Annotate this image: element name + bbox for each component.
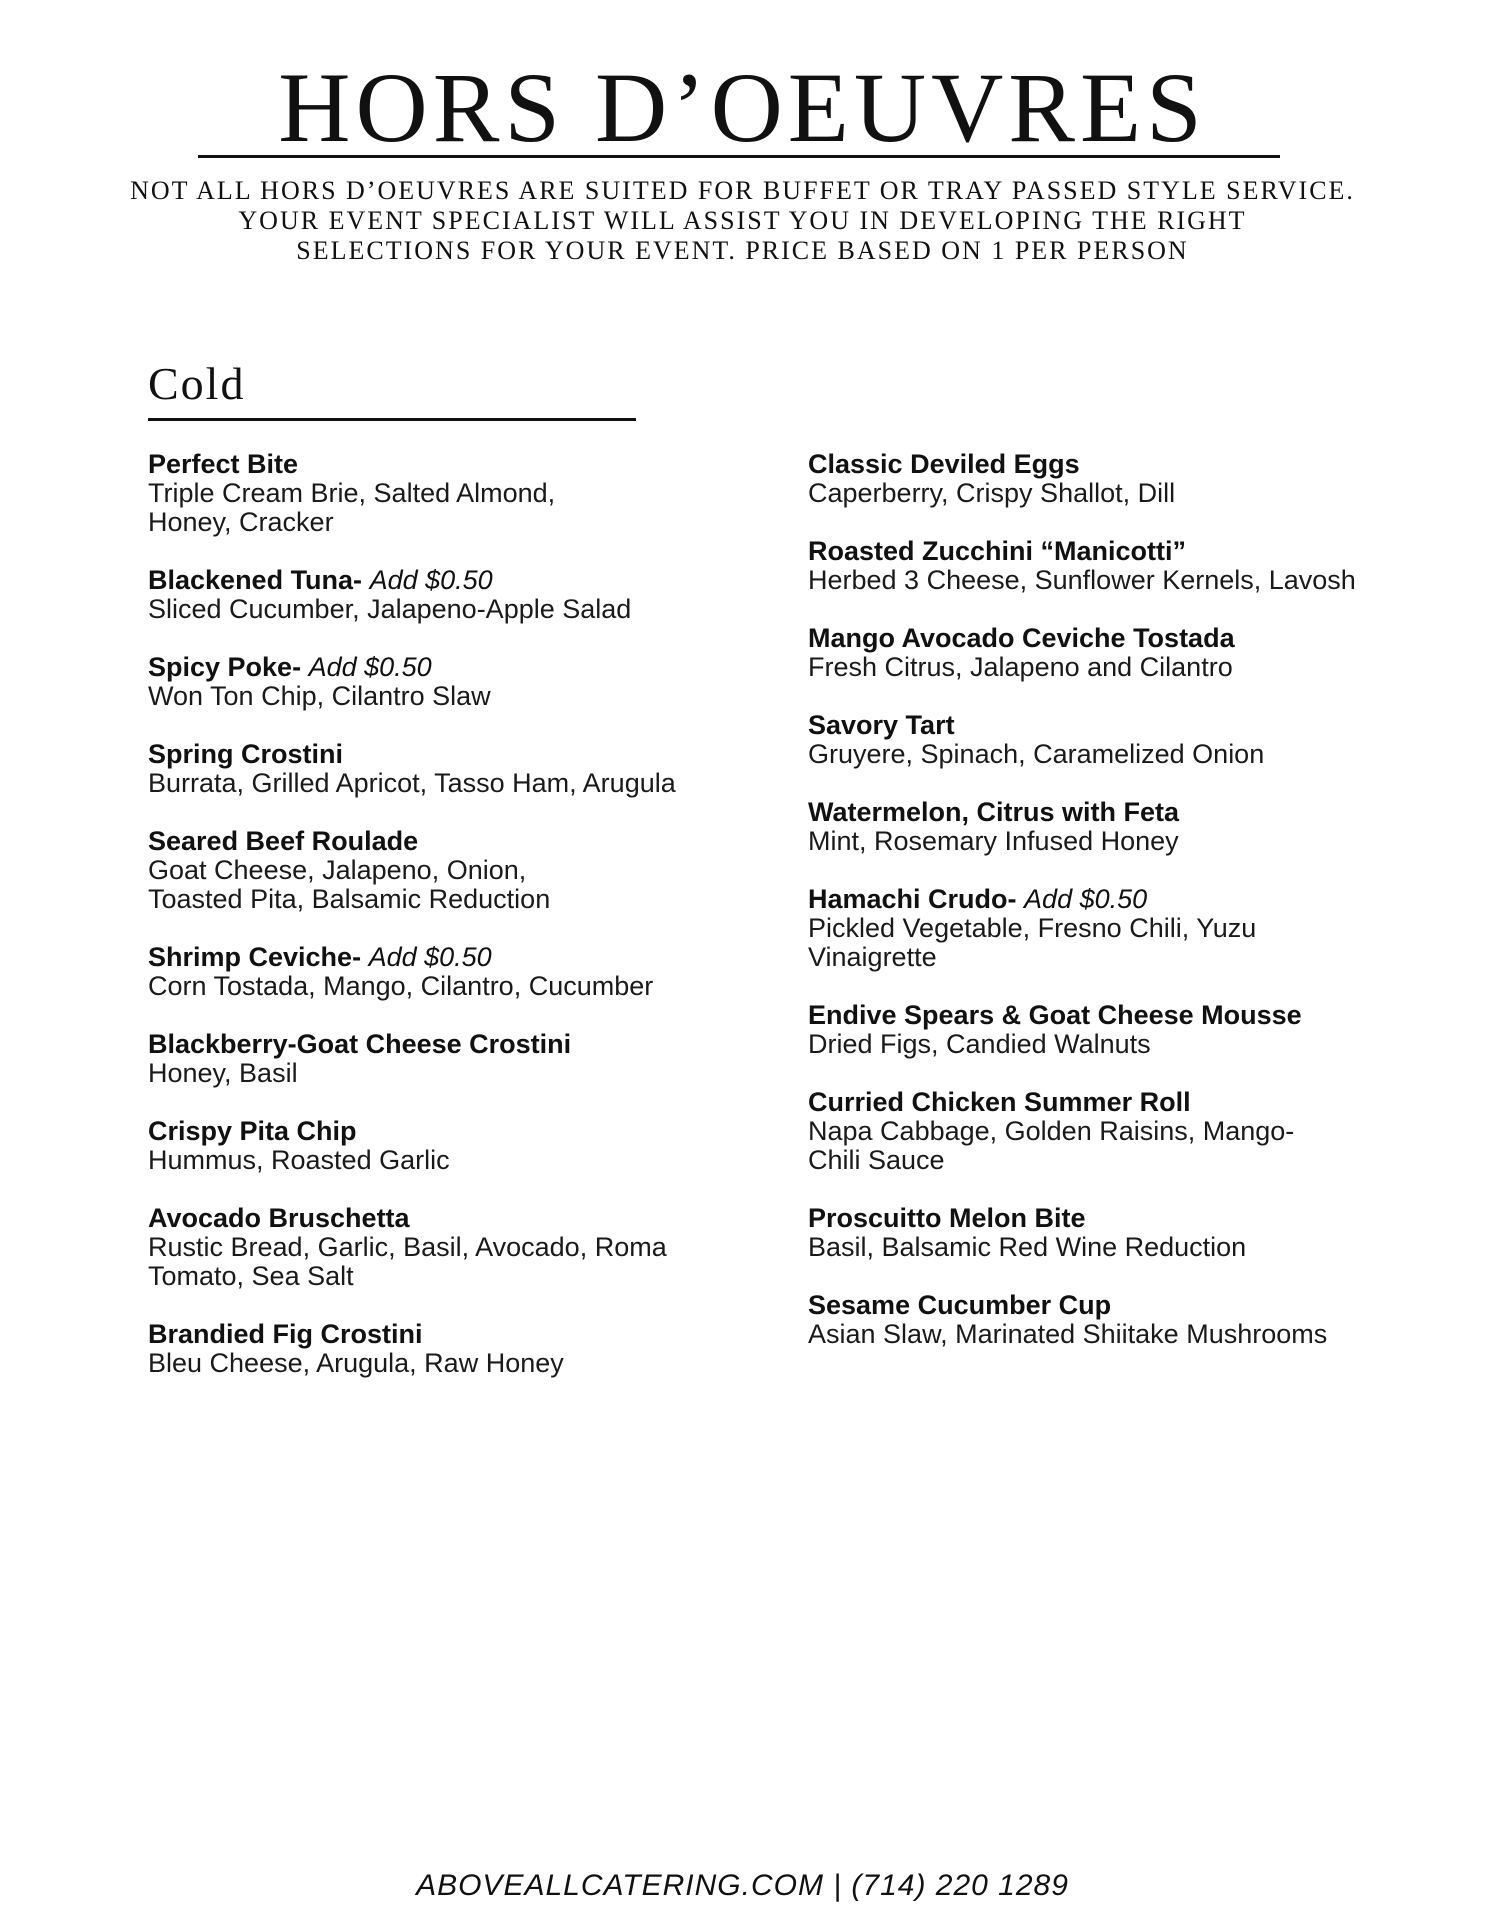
menu-item-name: Crispy Pita Chip [148,1116,357,1146]
menu-item-description: Fresh Citrus, Jalapeno and Cilantro [808,652,1233,682]
footer-contact: ABOVEALLCATERING.COM | (714) 220 1289 [416,1869,1069,1902]
menu-item-title [148,1117,748,1146]
menu-item [148,740,748,798]
menu-item-name: Watermelon, Citrus with Feta [808,797,1180,827]
menu-item-description: Triple Cream Brie, Salted Almond, [148,478,556,508]
menu-item-name: Spring Crostini [148,739,343,769]
menu-item-name: Avocado Bruschetta [148,1203,410,1233]
intro-line: YOUR EVENT SPECIALIST WILL ASSIST YOU IN DEVELOPING THE RIGHT [238,206,1247,235]
menu-item-title [808,1204,1448,1233]
menu-item [148,943,748,1001]
menu-item-name: Sesame Cucumber Cup [808,1290,1112,1320]
menu-item-name: Hamachi Crudo- [808,884,1017,914]
menu-item-description: Caperberry, Crispy Shallot, Dill [808,478,1176,508]
menu-item-description: Burrata, Grilled Apricot, Tasso Ham, Arugula [148,768,676,798]
menu-item-title [148,1204,748,1233]
menu-item-title [148,943,748,972]
menu-item-name: Blackberry-Goat Cheese Crostini [148,1029,572,1059]
title-divider [198,155,1280,158]
menu-item-title [808,450,1448,479]
menu-item [808,885,1448,972]
menu-item-price: Add $0.50 [1024,884,1148,914]
menu-item [808,1204,1448,1262]
menu-item-title [808,624,1448,653]
menu-item-name: Shrimp Ceviche- [148,942,362,972]
menu-item-description: Honey, Basil [148,1058,298,1088]
menu-item [148,827,748,914]
menu-item-title [148,653,748,682]
menu-item-title [808,1291,1448,1320]
menu-item [808,450,1448,508]
menu-item-name: Mango Avocado Ceviche Tostada [808,623,1235,653]
menu-item-title [808,1088,1448,1117]
intro-line: SELECTIONS FOR YOUR EVENT. PRICE BASED ON 1 PER PERSON [296,236,1189,265]
section-divider [148,418,636,421]
menu-item-name: Savory Tart [808,710,955,740]
menu-item-description: Rustic Bread, Garlic, Basil, Avocado, Roma [148,1232,667,1262]
menu-item [808,537,1448,595]
menu-item-title [808,798,1448,827]
menu-column-left [148,450,748,1407]
menu-item-title [808,1001,1448,1030]
menu-item [148,450,748,537]
menu-item [148,1030,748,1088]
menu-item-description: Basil, Balsamic Red Wine Reduction [808,1232,1247,1262]
menu-item [148,653,748,711]
menu-item-description: Vinaigrette [808,942,937,972]
menu-item [808,624,1448,682]
menu-item-description: Herbed 3 Cheese, Sunflower Kernels, Lavosh [808,565,1356,595]
menu-item-name: Proscuitto Melon Bite [808,1203,1086,1233]
menu-item-name: Classic Deviled Eggs [808,449,1080,479]
menu-item-title [148,1320,748,1349]
menu-item-title [808,537,1448,566]
menu-item-description: Dried Figs, Candied Walnuts [808,1029,1151,1059]
menu-item-description: Tomato, Sea Salt [148,1261,354,1291]
menu-item [148,1117,748,1175]
menu-item-description: Sliced Cucumber, Jalapeno-Apple Salad [148,594,632,624]
menu-item-title [148,566,748,595]
menu-item [808,1001,1448,1059]
menu-item [808,798,1448,856]
menu-item-price: Add $0.50 [308,652,432,682]
intro-line: NOT ALL HORS D’OEUVRES ARE SUITED FOR BUFFET OR TRAY PASSED STYLE SERVICE. [130,176,1355,205]
menu-item-name: Roasted Zucchini “Manicotti” [808,536,1187,566]
menu-item [808,1291,1448,1349]
menu-item-title [808,711,1448,740]
menu-item [148,566,748,624]
menu-column-right [808,450,1448,1378]
menu-item-name: Spicy Poke- [148,652,302,682]
menu-item-name: Brandied Fig Crostini [148,1319,423,1349]
menu-item-name: Curried Chicken Summer Roll [808,1087,1191,1117]
menu-item-title [148,1030,748,1059]
menu-item [148,1320,748,1378]
menu-item-description: Won Ton Chip, Cilantro Slaw [148,681,491,711]
menu-item-price: Add $0.50 [369,565,493,595]
menu-item-description: Bleu Cheese, Arugula, Raw Honey [148,1348,564,1378]
menu-item [808,711,1448,769]
menu-item [148,1204,748,1291]
menu-item-name: Blackened Tuna- [148,565,363,595]
menu-item-name: Endive Spears & Goat Cheese Mousse [808,1000,1302,1030]
section-heading-cold: Cold [148,358,246,409]
menu-item-description: Napa Cabbage, Golden Raisins, Mango- [808,1116,1295,1146]
menu-item-title [148,450,748,479]
menu-item-description: Corn Tostada, Mango, Cilantro, Cucumber [148,971,654,1001]
menu-item-title [808,885,1448,914]
menu-item-description: Gruyere, Spinach, Caramelized Onion [808,739,1265,769]
menu-item-title [148,740,748,769]
intro-note [0,176,1485,266]
page-title: HORS D’OEUVRES [278,52,1207,163]
menu-item-name: Perfect Bite [148,449,299,479]
menu-item-description: Honey, Cracker [148,507,334,537]
menu-item-name: Seared Beef Roulade [148,826,419,856]
menu-item-description: Toasted Pita, Balsamic Reduction [148,884,551,914]
menu-item-title [148,827,748,856]
menu-item-description: Mint, Rosemary Infused Honey [808,826,1179,856]
menu-item-description: Pickled Vegetable, Fresno Chili, Yuzu [808,913,1257,943]
menu-item-description: Chili Sauce [808,1145,945,1175]
menu-item-price: Add $0.50 [368,942,492,972]
menu-item [808,1088,1448,1175]
menu-item-description: Hummus, Roasted Garlic [148,1145,450,1175]
menu-item-description: Asian Slaw, Marinated Shiitake Mushrooms [808,1319,1328,1349]
menu-item-description: Goat Cheese, Jalapeno, Onion, [148,855,527,885]
